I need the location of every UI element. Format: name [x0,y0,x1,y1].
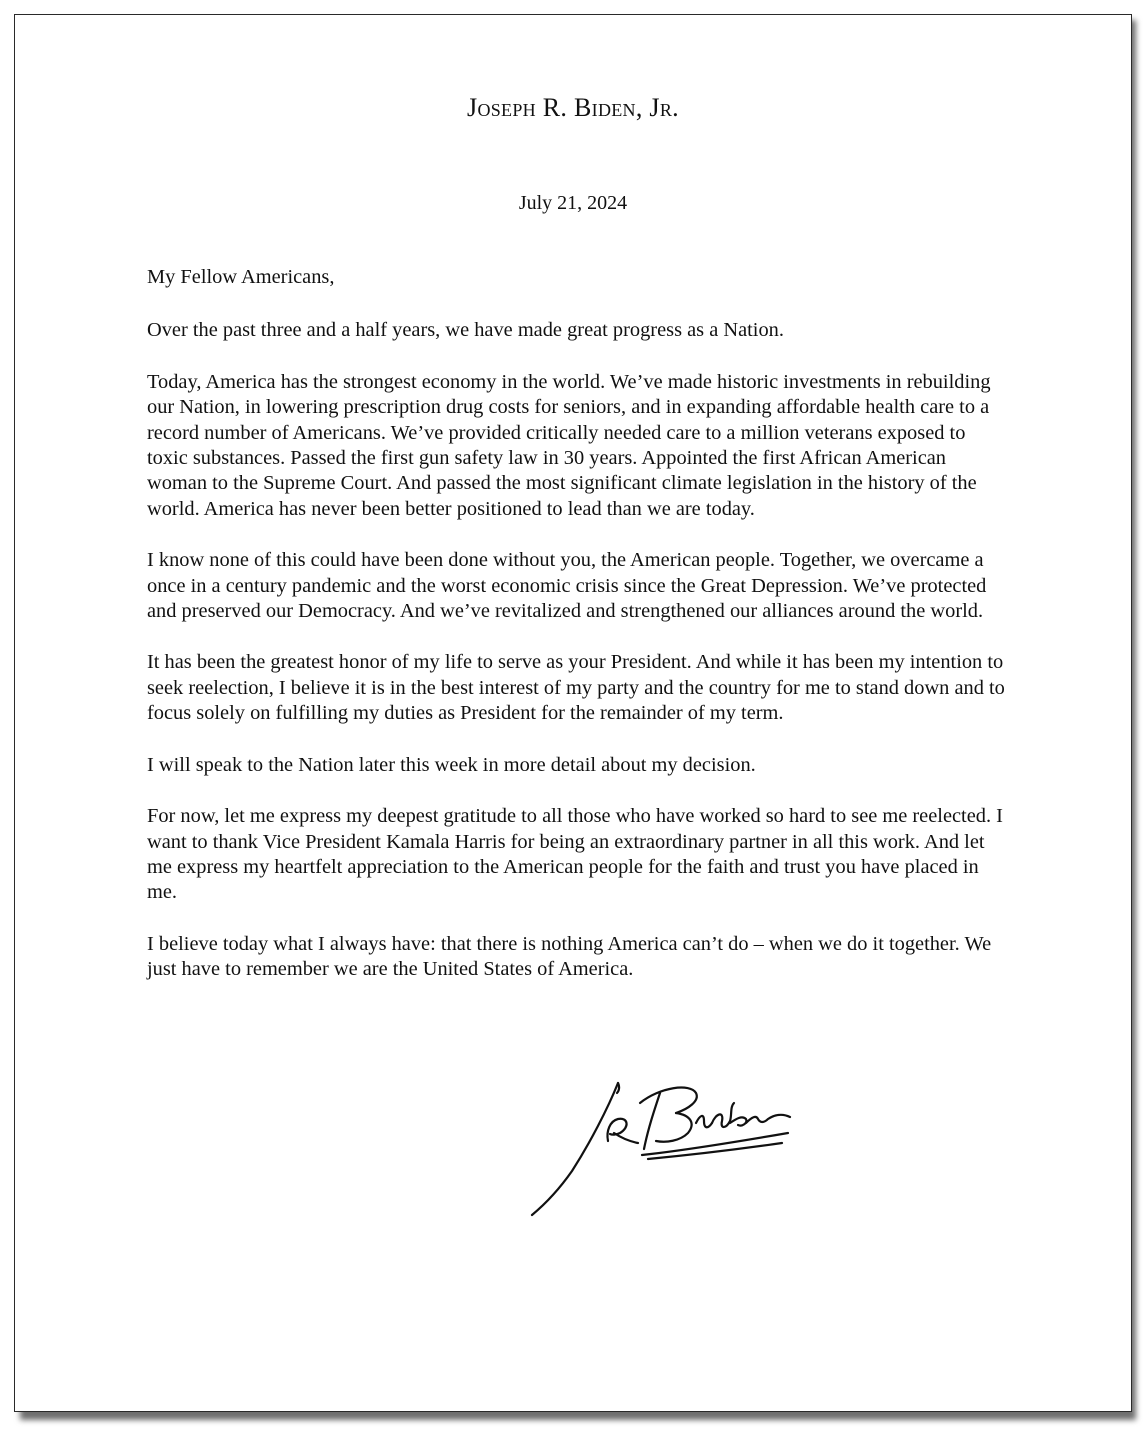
letter-date: July 21, 2024 [518,192,628,214]
paragraph-stand-down: It has been the greatest honor of my life to serve as your President. And while it has been my intention to seek reelection, I believe it is in the best interest of my party and the country for me to stand down and to focus solely on fulfilling my duties as President for the remainder of my term. [147,651,1005,725]
paragraph-gratitude: For now, let me express my deepest gratitude to all those who have worked so hard to see me reelected. I want to thank Vice President Kamala Harris for being an extraordinary partner in all this work. And let me express my heartfelt appreciation to the American people for the faith and trust you have placed in me. [147,805,1003,904]
paragraph-speak-to-nation: I will speak to the Nation later this week in more detail about my decision. [147,753,756,776]
letter-body [147,265,1007,1009]
paragraph-progress: Over the past three and a half years, we have made great progress as a Nation. [147,319,784,342]
letter-page [14,14,1132,1412]
paragraph-american-people: I know none of this could have been done without you, the American people. Together, we overcame a once in a century pandemic and the worst economic crisis since the Great Depression. We’ve protected and preserved our Democracy. And we’ve revitalized and strengthened our alliances around the world. [147,549,987,623]
paragraph-accomplishments: Today, America has the strongest economy in the world. We’ve made historic investments in rebuilding our Nation, in lowering prescription drug costs for seniors, and in expanding affordable health care to a record number of Americans. We’ve provided critically needed care to a million veterans exposed to toxic substances. Passed the first gun safety law in 30 years. Appointed the first African American woman to the Supreme Court. And passed the most significant climate legislation in the history of the world. America has never been better positioned to lead than we are today. [147,370,991,520]
salutation: My Fellow Americans, [147,266,335,288]
paragraph-closing: I believe today what I always have: that there is nothing America can’t do – when we do it together. We just have to remember we are the United States of America. [147,932,992,981]
signature-icon [520,1063,810,1223]
letterhead-name: Joseph R. Biden, Jr. [467,93,679,122]
